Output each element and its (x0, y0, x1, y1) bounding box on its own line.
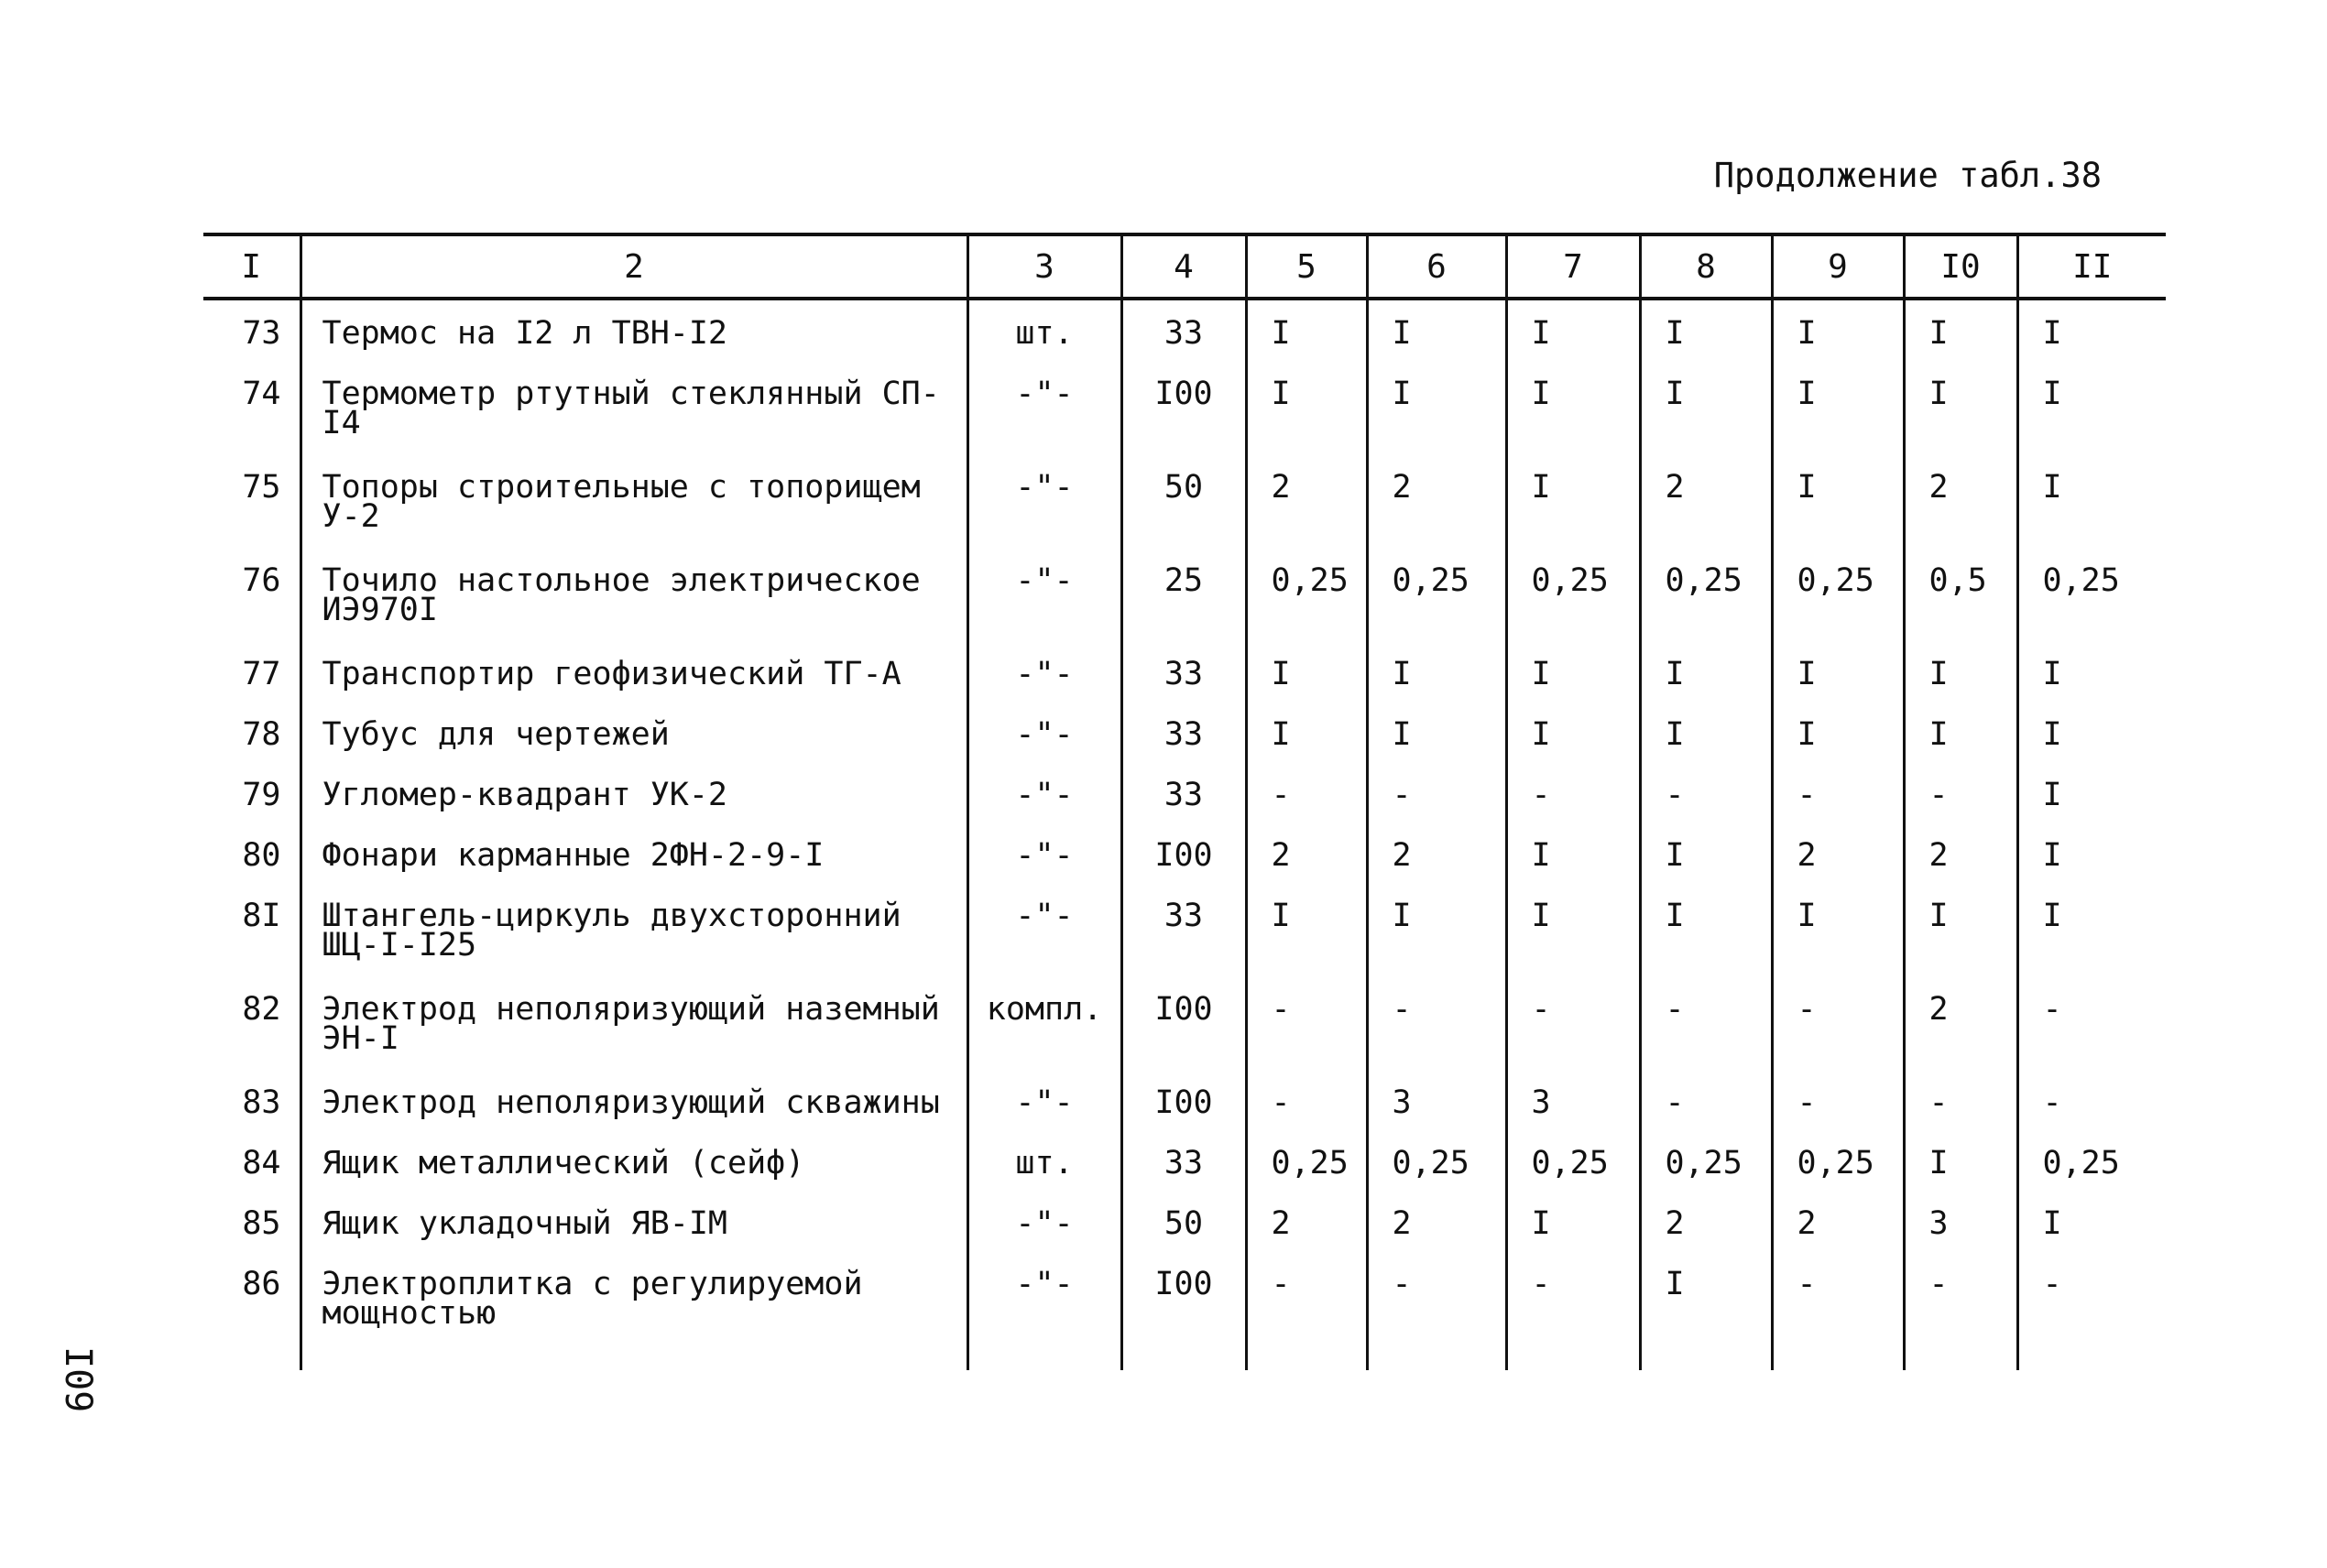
table-row (203, 995, 2166, 1088)
quantity-cell: I (1904, 1149, 2017, 1209)
equipment-table (203, 233, 2166, 1370)
row-number-cell: 82 (242, 991, 281, 1028)
table-row (203, 720, 2166, 780)
quantity-cell: I (1640, 1269, 1772, 1370)
quantity-cell: 2 (1640, 1209, 1772, 1269)
quantity-cell: 0,25 (2017, 1149, 2166, 1209)
quantity-cell: 2 (1246, 473, 1367, 566)
quantity-cell: I (2017, 901, 2166, 995)
item-name-cell: Ящик укладочный ЯВ-IМ (300, 1209, 967, 1269)
quantity-cell: 0,25 (1772, 1149, 1904, 1209)
quantity-cell: 0,25 (1506, 566, 1640, 659)
row-number-cell: 80 (242, 837, 281, 874)
table-row (203, 473, 2166, 566)
quantity-cell: 3 (1367, 1088, 1506, 1149)
row-number-cell: 79 (242, 777, 281, 813)
quantity-cell: I (1246, 901, 1367, 995)
quantity-cell: I (1772, 659, 1904, 720)
quantity-cell: I (1246, 659, 1367, 720)
row-number-cell: 74 (242, 376, 281, 412)
unit-cell: -"- (967, 901, 1121, 995)
quantity-cell: I (1640, 841, 1772, 901)
table-row (203, 299, 2166, 379)
item-name-cell: Угломер-квадрант УК-2 (300, 780, 967, 841)
quantity-cell: 0,5 (1904, 566, 2017, 659)
quantity-cell: - (1904, 780, 2017, 841)
page-number: I09 (57, 1346, 99, 1413)
quantity-cell: I (2017, 473, 2166, 566)
unit-cell: -"- (967, 659, 1121, 720)
quantity-cell: 3 (1506, 1088, 1640, 1149)
norm-cell: I00 (1121, 379, 1246, 473)
quantity-cell: I (2017, 720, 2166, 780)
column-header: I (241, 247, 262, 286)
quantity-cell: I (2017, 841, 2166, 901)
item-name-cell: Электрод неполяризующий наземный ЭН-I (300, 995, 967, 1088)
quantity-cell: I (1640, 720, 1772, 780)
quantity-cell: I (1367, 379, 1506, 473)
quantity-cell: I (2017, 1209, 2166, 1269)
column-header: 3 (967, 234, 1121, 299)
column-header: 6 (1367, 234, 1506, 299)
table-row (203, 379, 2166, 473)
norm-cell: 25 (1121, 566, 1246, 659)
unit-cell: -"- (967, 720, 1121, 780)
norm-cell: 33 (1121, 659, 1246, 720)
quantity-cell: I (1506, 379, 1640, 473)
unit-cell: шт. (967, 1149, 1121, 1209)
quantity-cell: - (1772, 995, 1904, 1088)
row-number-cell: 85 (242, 1205, 281, 1242)
quantity-cell: I (1367, 720, 1506, 780)
quantity-cell: I (2017, 299, 2166, 379)
table-row (203, 901, 2166, 995)
norm-cell: 50 (1121, 473, 1246, 566)
norm-cell: I00 (1121, 1269, 1246, 1370)
quantity-cell: - (1904, 1088, 2017, 1149)
quantity-cell: I (1772, 379, 1904, 473)
quantity-cell: 3 (1904, 1209, 2017, 1269)
column-header: 7 (1506, 234, 1640, 299)
quantity-cell: I (1506, 299, 1640, 379)
quantity-cell: I (1367, 299, 1506, 379)
quantity-cell: 0,25 (1246, 1149, 1367, 1209)
quantity-cell: 2 (1246, 841, 1367, 901)
item-name-cell: Электрод неполяризующий скважины (300, 1088, 967, 1149)
quantity-cell: 0,25 (1367, 1149, 1506, 1209)
item-name-cell: Фонари карманные 2ФН-2-9-I (300, 841, 967, 901)
quantity-cell: I (1904, 659, 2017, 720)
table-row (203, 1088, 2166, 1149)
quantity-cell: I (2017, 379, 2166, 473)
quantity-cell: - (1246, 995, 1367, 1088)
quantity-cell: 0,25 (1640, 566, 1772, 659)
table-row (203, 1269, 2166, 1370)
norm-cell: 33 (1121, 1149, 1246, 1209)
row-number-cell: 75 (242, 469, 281, 506)
quantity-cell: 0,25 (1367, 566, 1506, 659)
norm-cell: 33 (1121, 901, 1246, 995)
quantity-cell: I (1506, 659, 1640, 720)
item-name-cell: Термос на I2 л ТВН-I2 (300, 299, 967, 379)
unit-cell: -"- (967, 379, 1121, 473)
quantity-cell: - (1246, 780, 1367, 841)
item-name-cell: Штангель-циркуль двухсторонний ШЦ-I-I25 (300, 901, 967, 995)
quantity-cell: I (1904, 720, 2017, 780)
norm-cell: 50 (1121, 1209, 1246, 1269)
norm-cell: 33 (1121, 780, 1246, 841)
quantity-cell: - (1246, 1269, 1367, 1370)
column-header: 4 (1121, 234, 1246, 299)
table-body (203, 299, 2166, 1370)
quantity-cell: 2 (1904, 841, 2017, 901)
unit-cell: -"- (967, 1088, 1121, 1149)
quantity-cell: 2 (1367, 1209, 1506, 1269)
norm-cell: I00 (1121, 1088, 1246, 1149)
unit-cell: -"- (967, 841, 1121, 901)
quantity-cell: - (1367, 780, 1506, 841)
row-number-cell: 76 (242, 562, 281, 599)
quantity-cell: - (2017, 1269, 2166, 1370)
item-name-cell: Транспортир геофизический ТГ-А (300, 659, 967, 720)
quantity-cell: I (1506, 901, 1640, 995)
quantity-cell: - (1506, 1269, 1640, 1370)
table-row (203, 1209, 2166, 1269)
quantity-cell: I (2017, 780, 2166, 841)
unit-cell: шт. (967, 299, 1121, 379)
row-number-cell: 78 (242, 716, 281, 753)
quantity-cell: 2 (1772, 841, 1904, 901)
unit-cell: -"- (967, 1269, 1121, 1370)
table-row (203, 780, 2166, 841)
unit-cell: -"- (967, 566, 1121, 659)
quantity-cell: I (1640, 299, 1772, 379)
quantity-cell: - (2017, 995, 2166, 1088)
item-name-cell: Электроплитка с регулируемой мощностью (300, 1269, 967, 1370)
column-header: 2 (300, 234, 967, 299)
norm-cell: 33 (1121, 299, 1246, 379)
table-row (203, 659, 2166, 720)
unit-cell: -"- (967, 473, 1121, 566)
unit-cell: -"- (967, 1209, 1121, 1269)
norm-cell: I00 (1121, 841, 1246, 901)
row-number-cell: 84 (242, 1145, 281, 1181)
column-header: II (2017, 234, 2166, 299)
quantity-cell: I (1640, 379, 1772, 473)
quantity-cell: - (2017, 1088, 2166, 1149)
quantity-cell: - (1246, 1088, 1367, 1149)
quantity-cell: I (1506, 1209, 1640, 1269)
quantity-cell: I (1772, 299, 1904, 379)
column-header: 8 (1640, 234, 1772, 299)
table-header-row (203, 234, 2166, 299)
quantity-cell: - (1772, 780, 1904, 841)
quantity-cell: 0,25 (1772, 566, 1904, 659)
quantity-cell: 2 (1367, 841, 1506, 901)
quantity-cell: 2 (1772, 1209, 1904, 1269)
quantity-cell: I (1640, 659, 1772, 720)
quantity-cell: I (1640, 901, 1772, 995)
item-name-cell: Точило настольное электрическое ИЭ970I (300, 566, 967, 659)
item-name-cell: Тубус для чертежей (300, 720, 967, 780)
quantity-cell: 0,25 (1640, 1149, 1772, 1209)
quantity-cell: I (2017, 659, 2166, 720)
quantity-cell: I (1904, 901, 2017, 995)
column-header: 5 (1246, 234, 1367, 299)
quantity-cell: 2 (1367, 473, 1506, 566)
quantity-cell: - (1640, 780, 1772, 841)
table-row (203, 1149, 2166, 1209)
quantity-cell: I (1772, 901, 1904, 995)
column-header: 9 (1772, 234, 1904, 299)
quantity-cell: - (1506, 995, 1640, 1088)
item-name-cell: Термометр ртутный стеклянный СП-I4 (300, 379, 967, 473)
table-row (203, 566, 2166, 659)
quantity-cell: - (1904, 1269, 2017, 1370)
quantity-cell: 0,25 (2017, 566, 2166, 659)
row-number-cell: 83 (242, 1084, 281, 1121)
quantity-cell: 2 (1904, 473, 2017, 566)
quantity-cell: I (1506, 720, 1640, 780)
quantity-cell: - (1640, 1088, 1772, 1149)
row-number-cell: 73 (242, 315, 281, 352)
norm-cell: 33 (1121, 720, 1246, 780)
quantity-cell: 2 (1640, 473, 1772, 566)
quantity-cell: I (1506, 841, 1640, 901)
quantity-cell: I (1246, 379, 1367, 473)
quantity-cell: I (1367, 659, 1506, 720)
unit-cell: компл. (967, 995, 1121, 1088)
table-caption: Продолжение табл.38 (1713, 156, 2102, 195)
quantity-cell: I (1772, 473, 1904, 566)
item-name-cell: Топоры строительные с топорищем У-2 (300, 473, 967, 566)
quantity-cell: - (1506, 780, 1640, 841)
table-row (203, 841, 2166, 901)
quantity-cell: - (1640, 995, 1772, 1088)
row-number-cell: 77 (242, 656, 281, 692)
quantity-cell: I (1904, 379, 2017, 473)
quantity-cell: - (1367, 1269, 1506, 1370)
quantity-cell: I (1246, 299, 1367, 379)
unit-cell: -"- (967, 780, 1121, 841)
quantity-cell: I (1367, 901, 1506, 995)
column-header: I0 (1904, 234, 2017, 299)
quantity-cell: 0,25 (1506, 1149, 1640, 1209)
norm-cell: I00 (1121, 995, 1246, 1088)
quantity-cell: 2 (1904, 995, 2017, 1088)
quantity-cell: - (1772, 1269, 1904, 1370)
quantity-cell: I (1904, 299, 2017, 379)
quantity-cell: I (1506, 473, 1640, 566)
quantity-cell: I (1772, 720, 1904, 780)
item-name-cell: Ящик металлический (сейф) (300, 1149, 967, 1209)
quantity-cell: - (1772, 1088, 1904, 1149)
row-number-cell: 86 (242, 1266, 281, 1302)
quantity-cell: 2 (1246, 1209, 1367, 1269)
quantity-cell: I (1246, 720, 1367, 780)
quantity-cell: 0,25 (1246, 566, 1367, 659)
row-number-cell: 8I (242, 898, 281, 934)
quantity-cell: - (1367, 995, 1506, 1088)
